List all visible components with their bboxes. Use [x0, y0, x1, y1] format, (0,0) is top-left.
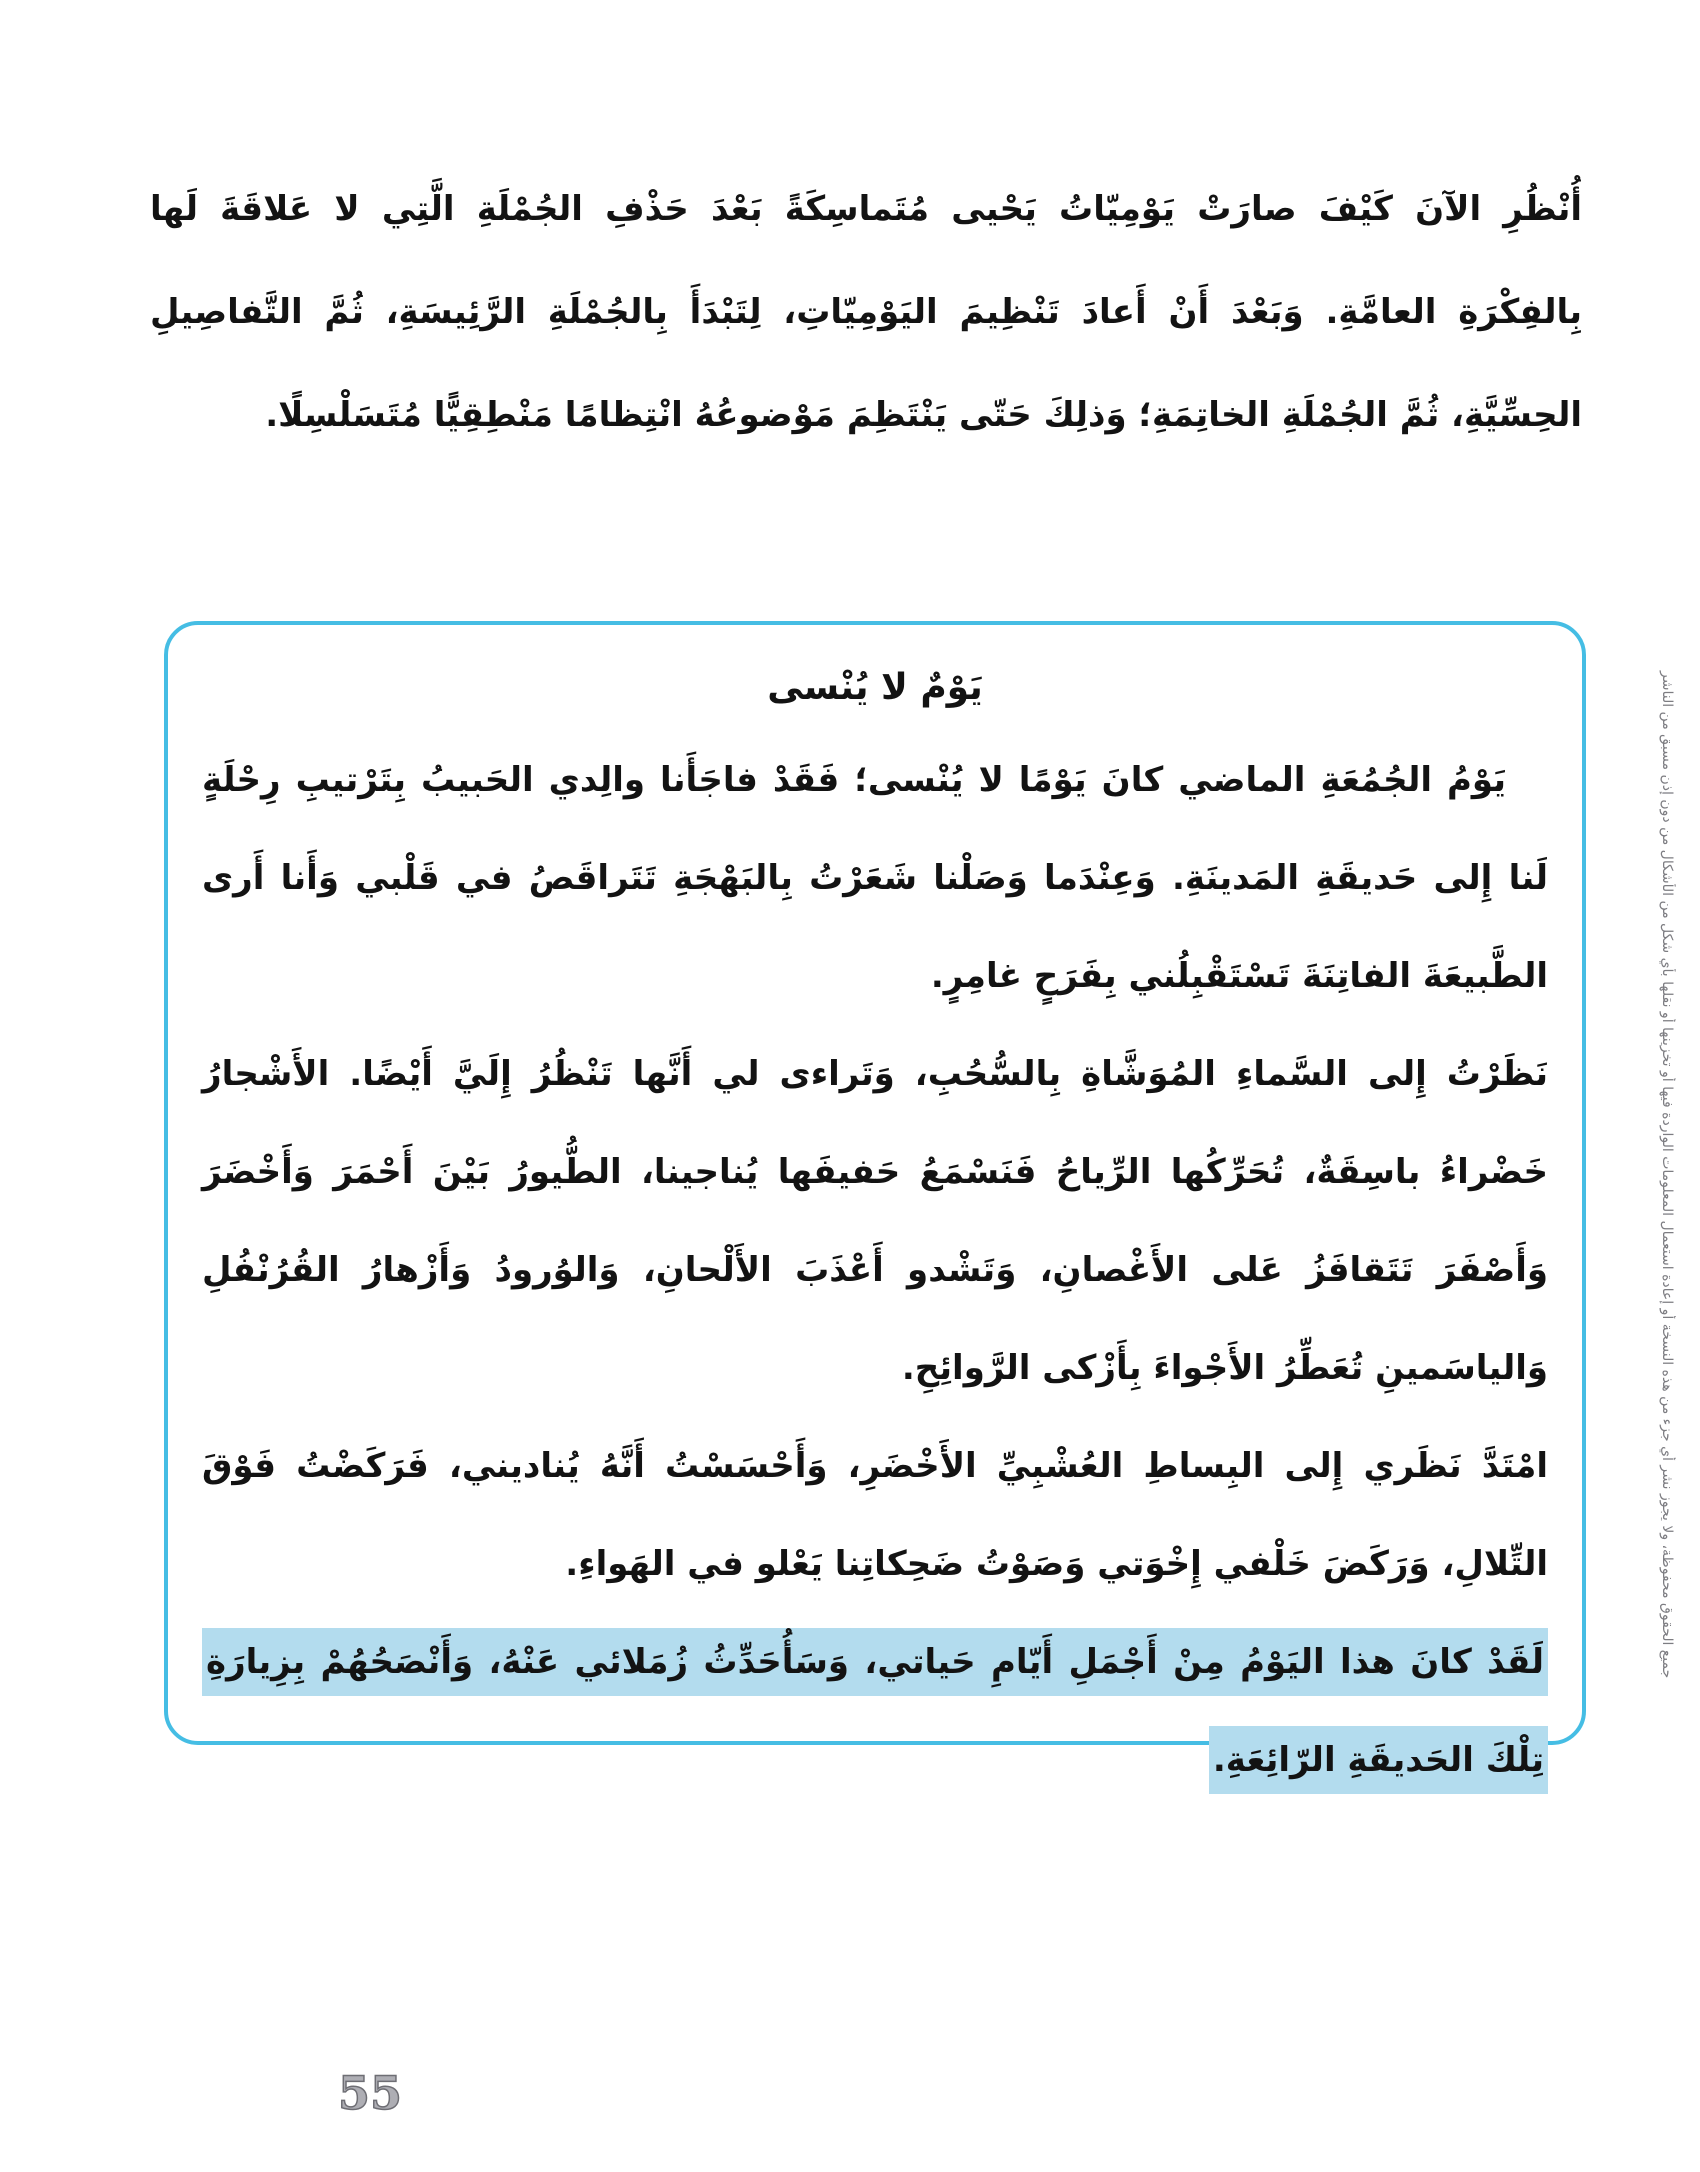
story-paragraph-2: نَظَرْتُ إِلى السَّماءِ المُوَشَّاةِ بِالسُّحُبِ، وَتَراءى لي أَنَّها تَنْظُرُ إِلَيَّ أَيْضًا. الأَشْجارُ خَضْراءُ باسِقَةٌ، تُحَرِّكُها الرِّياحُ فَنَسْمَعُ حَفيفَها يُناجينا، الطُّيورُ بَيْنَ أَحْمَرَ وَأَخْضَرَ وَأَصْفَرَ تَتَقافَزُ عَلى الأَغْصانِ، وَتَشْدو أَعْذَبَ الأَلْحانِ، وَالوُرودُ وَأَزْهارُ القُرُنْفُلِ وَالياسَمينِ تُعَطِّرُ الأَجْواءَ بِأَزْكى الرَّوائِحِ. [202, 1054, 1548, 1388]
highlighted-sentence: لَقَدْ كانَ هذا اليَوْمُ مِنْ أَجْمَلِ أَيّامِ حَياتي، وَسَأُحَدِّثُ زُمَلائي عَنْهُ، وَأَنْصَحُهُمْ بِزِيارَةِ تِلْكَ الحَديقَةِ الرّائِعَةِ. [202, 1628, 1548, 1794]
intro-paragraph: أُنْظُرِ الآنَ كَيْفَ صارَتْ يَوْمِيّاتُ يَحْيى مُتَماسِكَةً بَعْدَ حَذْفِ الجُمْلَةِ الَّتِي لا عَلاقَةَ لَها بِالفِكْرَةِ العامَّةِ. وَبَعْدَ أَنْ أَعادَ تَنْظِيمَ اليَوْمِيّاتِ، لِتَبْدَأَ بِالجُمْلَةِ الرَّئِيسَةِ، ثُمَّ التَّفاصِيلِ الحِسِّيَّةِ، ثُمَّ الجُمْلَةِ الخاتِمَةِ؛ وَذلِكَ حَتّى يَنْتَظِمَ مَوْضوعُهُ انْتِظامًا مَنْطِقِيًّا مُتَسَلْسِلًا. [150, 189, 1582, 435]
story-conclusion [202, 1613, 1548, 1809]
story-paragraph-1: يَوْمُ الجُمُعَةِ الماضي كانَ يَوْمًا لا يُنْسى؛ فَقَدْ فاجَأَنا والِدي الحَبيبُ بِتَرْتيبِ رِحْلَةٍ لَنا إِلى حَديقَةِ المَدينَةِ. وَعِنْدَما وَصَلْنا شَعَرْتُ بِالبَهْجَةِ تَتَراقَصُ في قَلْبي وَأَنا أَرى الطَّبيعَةَ الفاتِنَةَ تَسْتَقْبِلُني بِفَرَحٍ غامِرٍ. [202, 760, 1548, 996]
page-number: 55 [338, 2066, 403, 2120]
story-title: يَوْمٌ لا يُنْسى [767, 667, 983, 708]
story-box [164, 621, 1586, 1780]
story-paragraph-3: امْتَدَّ نَظَري إِلى البِساطِ العُشْبِيِّ الأَخْضَرِ، وَأَحْسَسْتُ أَنَّهُ يُناديني، فَرَكَضْتُ فَوْقَ التِّلالِ، وَرَكَضَ خَلْفي إِخْوَتي وَصَوْتُ ضَحِكاتِنا يَعْلو في الهَواءِ. [202, 1446, 1548, 1584]
copyright-vertical-text: جميع الحقوق محفوظة، ولا يجوز نشر أي جزء من هذه النسخة أو إعادة استعمال المعلومات الواردة فيها أو تخزينها أو نقلها بأي شكل من الأشكال من دون إذن مسبق من الناشر [1659, 670, 1675, 1678]
